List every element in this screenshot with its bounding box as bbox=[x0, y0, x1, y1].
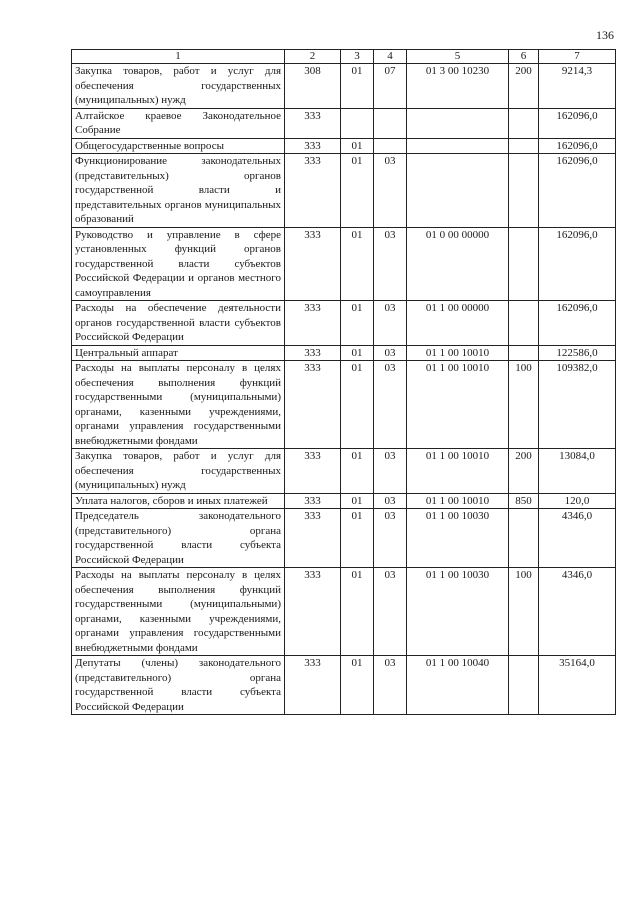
table-row bbox=[72, 656, 616, 715]
subsection-code bbox=[374, 108, 407, 138]
section-code: 01 bbox=[341, 361, 374, 449]
subsection-code: 03 bbox=[374, 449, 407, 494]
row-name: Расходы на выплаты персоналу в целях обеспечения выполнения функций государственными (муниципальными) органами, казенными учреждениями, органами управления государственными внебюджетными фондами bbox=[72, 361, 285, 449]
dept-code: 333 bbox=[285, 449, 341, 494]
target-article-code bbox=[407, 138, 509, 154]
target-article-code: 01 1 00 10010 bbox=[407, 449, 509, 494]
table-row bbox=[72, 138, 616, 154]
amount: 162096,0 bbox=[539, 138, 616, 154]
row-name: Председатель законодательного (представительного) органа государственной власти субъекта Российской Федерации bbox=[72, 509, 285, 568]
table-row bbox=[72, 64, 616, 109]
dept-code: 333 bbox=[285, 227, 341, 301]
expense-type-code bbox=[509, 138, 539, 154]
subsection-code: 07 bbox=[374, 64, 407, 109]
subsection-code: 03 bbox=[374, 361, 407, 449]
expense-type-code bbox=[509, 227, 539, 301]
section-code: 01 bbox=[341, 449, 374, 494]
expense-type-code bbox=[509, 509, 539, 568]
dept-code: 333 bbox=[285, 493, 341, 509]
dept-code: 333 bbox=[285, 345, 341, 361]
amount: 162096,0 bbox=[539, 154, 616, 228]
target-article-code: 01 1 00 10040 bbox=[407, 656, 509, 715]
column-header: 5 bbox=[407, 50, 509, 64]
column-header: 1 bbox=[72, 50, 285, 64]
row-name: Центральный аппарат bbox=[72, 345, 285, 361]
section-code: 01 bbox=[341, 154, 374, 228]
table-row bbox=[72, 108, 616, 138]
row-name: Уплата налогов, сборов и иных платежей bbox=[72, 493, 285, 509]
row-name: Депутаты (члены) законодательного (представительного) органа государственной власти субъекта Российской Федерации bbox=[72, 656, 285, 715]
amount: 13084,0 bbox=[539, 449, 616, 494]
dept-code: 308 bbox=[285, 64, 341, 109]
row-name: Общегосударственные вопросы bbox=[72, 138, 285, 154]
subsection-code: 03 bbox=[374, 568, 407, 656]
header-row bbox=[72, 50, 616, 64]
target-article-code bbox=[407, 154, 509, 228]
table-row bbox=[72, 227, 616, 301]
expense-type-code: 850 bbox=[509, 493, 539, 509]
target-article-code bbox=[407, 108, 509, 138]
section-code: 01 bbox=[341, 568, 374, 656]
row-name: Расходы на выплаты персоналу в целях обеспечения выполнения функций государственными (муниципальными) органами, казенными учреждениями, органами управления государственными внебюджетными фондами bbox=[72, 568, 285, 656]
row-name: Закупка товаров, работ и услуг для обеспечения государственных (муниципальных) нужд bbox=[72, 449, 285, 494]
budget-table bbox=[71, 49, 616, 715]
column-header: 2 bbox=[285, 50, 341, 64]
section-code: 01 bbox=[341, 656, 374, 715]
dept-code: 333 bbox=[285, 138, 341, 154]
table-row bbox=[72, 493, 616, 509]
table-row bbox=[72, 449, 616, 494]
expense-type-code bbox=[509, 108, 539, 138]
expense-type-code bbox=[509, 656, 539, 715]
subsection-code: 03 bbox=[374, 656, 407, 715]
target-article-code: 01 1 00 00000 bbox=[407, 301, 509, 346]
amount: 9214,3 bbox=[539, 64, 616, 109]
row-name: Функционирование законодательных (представительных) органов государственной власти и представительных органов муниципальных образований bbox=[72, 154, 285, 228]
subsection-code: 03 bbox=[374, 345, 407, 361]
target-article-code: 01 3 00 10230 bbox=[407, 64, 509, 109]
expense-type-code bbox=[509, 154, 539, 228]
row-name: Расходы на обеспечение деятельности органов государственной власти субъектов Российской Федерации bbox=[72, 301, 285, 346]
section-code: 01 bbox=[341, 227, 374, 301]
dept-code: 333 bbox=[285, 656, 341, 715]
expense-type-code bbox=[509, 345, 539, 361]
row-name: Алтайское краевое Законодательное Собрание bbox=[72, 108, 285, 138]
dept-code: 333 bbox=[285, 301, 341, 346]
dept-code: 333 bbox=[285, 361, 341, 449]
column-header: 3 bbox=[341, 50, 374, 64]
table-row bbox=[72, 154, 616, 228]
section-code: 01 bbox=[341, 345, 374, 361]
amount: 35164,0 bbox=[539, 656, 616, 715]
section-code bbox=[341, 108, 374, 138]
table-row bbox=[72, 301, 616, 346]
dept-code: 333 bbox=[285, 154, 341, 228]
amount: 4346,0 bbox=[539, 509, 616, 568]
expense-type-code: 100 bbox=[509, 361, 539, 449]
table-row bbox=[72, 568, 616, 656]
amount: 120,0 bbox=[539, 493, 616, 509]
subsection-code: 03 bbox=[374, 227, 407, 301]
subsection-code: 03 bbox=[374, 493, 407, 509]
section-code: 01 bbox=[341, 493, 374, 509]
table-row bbox=[72, 345, 616, 361]
subsection-code bbox=[374, 138, 407, 154]
expense-type-code bbox=[509, 301, 539, 346]
table-row bbox=[72, 361, 616, 449]
amount: 162096,0 bbox=[539, 227, 616, 301]
expense-type-code: 100 bbox=[509, 568, 539, 656]
section-code: 01 bbox=[341, 64, 374, 109]
target-article-code: 01 1 00 10010 bbox=[407, 493, 509, 509]
column-header: 7 bbox=[539, 50, 616, 64]
section-code: 01 bbox=[341, 138, 374, 154]
column-header: 6 bbox=[509, 50, 539, 64]
expense-type-code: 200 bbox=[509, 64, 539, 109]
subsection-code: 03 bbox=[374, 509, 407, 568]
dept-code: 333 bbox=[285, 108, 341, 138]
column-header: 4 bbox=[374, 50, 407, 64]
dept-code: 333 bbox=[285, 509, 341, 568]
row-name: Закупка товаров, работ и услуг для обеспечения государственных (муниципальных) нужд bbox=[72, 64, 285, 109]
subsection-code: 03 bbox=[374, 301, 407, 346]
section-code: 01 bbox=[341, 301, 374, 346]
amount: 109382,0 bbox=[539, 361, 616, 449]
row-name: Руководство и управление в сфере установленных функций органов государственной власти субъектов Российской Федерации и органов местного самоуправления bbox=[72, 227, 285, 301]
page-number: 136 bbox=[596, 28, 614, 42]
target-article-code: 01 1 00 10010 bbox=[407, 345, 509, 361]
target-article-code: 01 0 00 00000 bbox=[407, 227, 509, 301]
amount: 4346,0 bbox=[539, 568, 616, 656]
target-article-code: 01 1 00 10030 bbox=[407, 568, 509, 656]
table-row bbox=[72, 509, 616, 568]
dept-code: 333 bbox=[285, 568, 341, 656]
subsection-code: 03 bbox=[374, 154, 407, 228]
target-article-code: 01 1 00 10030 bbox=[407, 509, 509, 568]
amount: 162096,0 bbox=[539, 301, 616, 346]
amount: 122586,0 bbox=[539, 345, 616, 361]
expense-type-code: 200 bbox=[509, 449, 539, 494]
target-article-code: 01 1 00 10010 bbox=[407, 361, 509, 449]
amount: 162096,0 bbox=[539, 108, 616, 138]
section-code: 01 bbox=[341, 509, 374, 568]
